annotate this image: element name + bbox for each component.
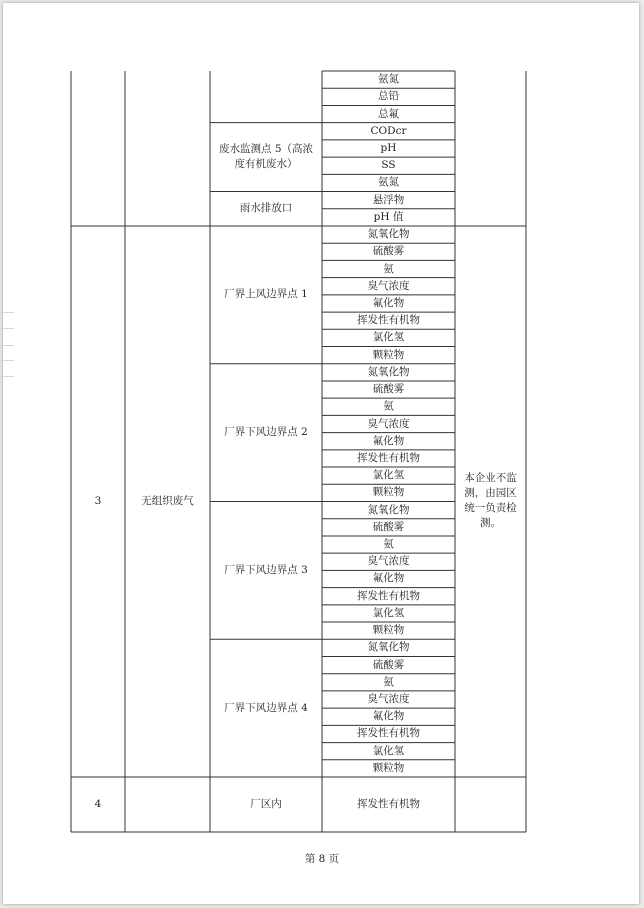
item-cell: 挥发性有机物	[357, 727, 420, 740]
section-number: 4	[94, 798, 102, 810]
item-cell: 氟化物	[372, 572, 405, 585]
item-cell: 挥发性有机物	[357, 589, 420, 602]
page-number: 第 8 页	[304, 853, 340, 865]
section-number: 3	[94, 494, 102, 507]
item-cell: 氟化物	[372, 710, 405, 723]
item-cell: CODcr	[370, 124, 407, 137]
item-cell: 挥发性有机物	[357, 798, 420, 810]
edge-mark	[0, 312, 14, 313]
item-cell: 颗粒物	[372, 486, 405, 499]
item-cell: 氯化氢	[372, 331, 405, 344]
item-cell: 硫酸雾	[372, 383, 405, 396]
item-cell: 氨氮	[378, 73, 399, 86]
edge-mark	[0, 345, 14, 346]
item-cell: 氮氧化物	[367, 503, 410, 516]
item-cell: 臭气浓度	[367, 417, 410, 430]
item-cell: 硫酸雾	[372, 245, 405, 258]
item-cell: 臭气浓度	[367, 555, 410, 568]
edge-mark	[0, 376, 14, 377]
item-cell: 氮氧化物	[367, 641, 410, 654]
type-cell: 无组织废气	[141, 494, 194, 507]
item-cell: 氟化物	[372, 434, 405, 447]
item-cell: 颗粒物	[372, 624, 405, 637]
item-cell: 臭气浓度	[367, 693, 410, 706]
item-cell: 氨	[383, 538, 394, 551]
edge-mark	[0, 328, 14, 329]
item-cell: pH 值	[373, 210, 404, 223]
item-cell: 总铅	[378, 90, 399, 103]
item-cell: 氮氧化物	[367, 228, 410, 241]
item-cell: 悬浮物	[372, 193, 405, 206]
point-cell: 厂界下风边界点 2	[224, 426, 308, 439]
point-cell: 厂界下风边界点 4	[224, 701, 308, 714]
point-cell: 厂界下风边界点 3	[224, 563, 308, 576]
item-cell: 颗粒物	[372, 761, 405, 774]
item-cell: 氨氮	[378, 176, 399, 189]
item-cell: 硫酸雾	[372, 658, 405, 671]
note-cell: 本企业不监测，由园区统一负责检测。	[464, 472, 517, 530]
item-cell: 氟化物	[372, 296, 405, 309]
item-cell: 挥发性有机物	[357, 314, 420, 327]
item-cell: 挥发性有机物	[357, 451, 420, 464]
item-cell: 氯化氢	[372, 606, 405, 619]
item-cell: 氯化氢	[372, 744, 405, 757]
item-cell: SS	[381, 159, 396, 172]
item-cell: 氨	[383, 262, 394, 275]
item-cell: 氨	[383, 675, 394, 688]
item-cell: 颗粒物	[372, 348, 405, 361]
item-cell: 硫酸雾	[372, 520, 405, 533]
edge-mark	[0, 360, 14, 361]
point-cell: 雨水排放口	[239, 202, 293, 215]
point-cell: 厂区内	[250, 798, 282, 810]
item-cell: 臭气浓度	[367, 279, 410, 292]
item-cell: 氮氧化物	[367, 365, 410, 378]
point-cell: 厂界上风边界点 1	[224, 288, 308, 301]
item-cell: 总氟	[378, 107, 399, 120]
point-cell: 废水监测点 5（高浓度有机废水）	[218, 143, 314, 171]
item-cell: 氨	[383, 400, 394, 413]
item-cell: pH	[380, 141, 397, 154]
item-cell: 氯化氢	[372, 469, 405, 482]
